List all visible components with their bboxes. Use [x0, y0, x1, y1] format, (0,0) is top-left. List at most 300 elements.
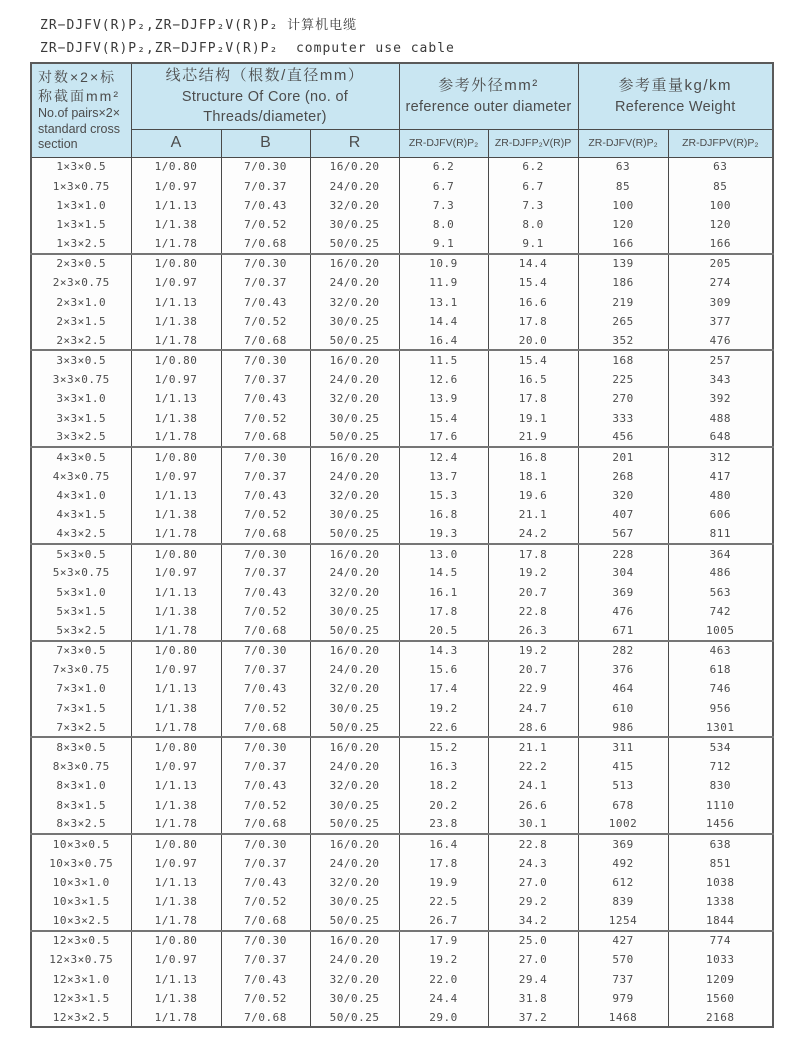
value-cell: 1/1.38 [131, 312, 221, 331]
value-cell: 1/1.13 [131, 969, 221, 988]
value-cell: 50/0.25 [310, 718, 399, 737]
header-subcol-dia2: ZR-DJFP₂V(R)P [488, 129, 578, 157]
row-label-cell: 10×3×0.5 [31, 834, 131, 853]
value-cell: 7/0.43 [221, 486, 310, 505]
value-cell: 1/1.78 [131, 1008, 221, 1027]
table-row [31, 157, 773, 176]
header-pairs-en-line2: standard cross [38, 121, 120, 136]
value-cell: 612 [578, 873, 668, 892]
value-cell: 17.8 [488, 389, 578, 408]
value-cell: 480 [668, 486, 773, 505]
value-cell: 7/0.43 [221, 292, 310, 311]
value-cell: 257 [668, 350, 773, 369]
row-label-cell: 12×3×0.75 [31, 950, 131, 969]
value-cell: 30/0.25 [310, 408, 399, 427]
value-cell: 1/1.38 [131, 602, 221, 621]
value-cell: 50/0.25 [310, 234, 399, 253]
row-label-cell: 1×3×1.0 [31, 196, 131, 215]
value-cell: 186 [578, 273, 668, 292]
value-cell: 1/0.97 [131, 853, 221, 872]
value-cell: 7/0.30 [221, 737, 310, 756]
value-cell: 1/1.78 [131, 718, 221, 737]
value-cell: 417 [668, 467, 773, 486]
value-cell: 37.2 [488, 1008, 578, 1027]
row-label-cell: 2×3×1.5 [31, 312, 131, 331]
value-cell: 14.4 [399, 312, 488, 331]
value-cell: 17.8 [488, 544, 578, 563]
row-label-cell: 7×3×0.75 [31, 660, 131, 679]
value-cell: 678 [578, 795, 668, 814]
page-title-zh: ZR−DJFV(R)P₂,ZR−DJFP₂V(R)P₂ 计算机电缆 [40, 18, 358, 33]
value-cell: 32/0.20 [310, 486, 399, 505]
value-cell: 1/1.38 [131, 795, 221, 814]
value-cell: 168 [578, 350, 668, 369]
value-cell: 30/0.25 [310, 989, 399, 1008]
value-cell: 27.0 [488, 950, 578, 969]
table-row [31, 312, 773, 331]
table-row [31, 699, 773, 718]
value-cell: 24/0.20 [310, 660, 399, 679]
value-cell: 1/0.97 [131, 176, 221, 195]
value-cell: 16/0.20 [310, 544, 399, 563]
value-cell: 29.2 [488, 892, 578, 911]
value-cell: 464 [578, 679, 668, 698]
table-row [31, 911, 773, 930]
value-cell: 32/0.20 [310, 776, 399, 795]
value-cell: 20.0 [488, 331, 578, 350]
value-cell: 7/0.37 [221, 273, 310, 292]
table-row [31, 486, 773, 505]
value-cell: 7.3 [488, 196, 578, 215]
header-pairs-en-line1: No.of pairs×2× [38, 106, 120, 120]
table-header [31, 63, 773, 157]
row-label-cell: 2×3×0.75 [31, 273, 131, 292]
table-row [31, 544, 773, 563]
spec-group [31, 157, 773, 254]
value-cell: 16.6 [488, 292, 578, 311]
value-cell: 7/0.37 [221, 660, 310, 679]
row-label-cell: 5×3×0.75 [31, 563, 131, 582]
page-title-en: ZR−DJFV(R)P₂,ZR−DJFP₂V(R)P₂ computer use cable [40, 41, 455, 56]
spec-group [31, 350, 773, 447]
value-cell: 16/0.20 [310, 834, 399, 853]
value-cell: 811 [668, 525, 773, 544]
header-weight-en: Reference Weight [615, 99, 736, 116]
value-cell: 6.7 [399, 176, 488, 195]
value-cell: 7/0.30 [221, 254, 310, 273]
value-cell: 7/0.52 [221, 408, 310, 427]
value-cell: 21.1 [488, 737, 578, 756]
value-cell: 16.5 [488, 370, 578, 389]
value-cell: 205 [668, 254, 773, 273]
table-row [31, 660, 773, 679]
value-cell: 24.2 [488, 525, 578, 544]
value-cell: 24/0.20 [310, 273, 399, 292]
value-cell: 26.6 [488, 795, 578, 814]
table-row [31, 931, 773, 950]
table-row [31, 621, 773, 640]
value-cell: 1/0.80 [131, 447, 221, 466]
value-cell: 17.6 [399, 428, 488, 447]
value-cell: 7/0.52 [221, 505, 310, 524]
table-row [31, 1008, 773, 1027]
value-cell: 427 [578, 931, 668, 950]
value-cell: 746 [668, 679, 773, 698]
table-row [31, 873, 773, 892]
value-cell: 476 [668, 331, 773, 350]
spec-group [31, 834, 773, 931]
table-row [31, 370, 773, 389]
table-row [31, 795, 773, 814]
value-cell: 14.4 [488, 254, 578, 273]
row-label-cell: 10×3×1.5 [31, 892, 131, 911]
value-cell: 219 [578, 292, 668, 311]
value-cell: 6.2 [488, 157, 578, 176]
value-cell: 7/0.68 [221, 621, 310, 640]
row-label-cell: 10×3×2.5 [31, 911, 131, 930]
spec-group [31, 931, 773, 1028]
value-cell: 16.1 [399, 583, 488, 602]
value-cell: 7/0.68 [221, 815, 310, 834]
value-cell: 1/1.13 [131, 292, 221, 311]
row-label-cell: 4×3×2.5 [31, 525, 131, 544]
value-cell: 12.6 [399, 370, 488, 389]
value-cell: 31.8 [488, 989, 578, 1008]
value-cell: 201 [578, 447, 668, 466]
value-cell: 22.9 [488, 679, 578, 698]
value-cell: 1/1.38 [131, 699, 221, 718]
value-cell: 1/1.38 [131, 505, 221, 524]
value-cell: 26.7 [399, 911, 488, 930]
row-label-cell: 4×3×1.0 [31, 486, 131, 505]
table-row [31, 583, 773, 602]
header-weight-group [578, 63, 773, 129]
header-subcol-wt1: ZR-DJFV(R)P₂ [578, 129, 668, 157]
value-cell: 14.3 [399, 641, 488, 660]
value-cell: 648 [668, 428, 773, 447]
value-cell: 18.2 [399, 776, 488, 795]
row-label-cell: 10×3×0.75 [31, 853, 131, 872]
value-cell: 1/1.38 [131, 215, 221, 234]
value-cell: 1/0.97 [131, 757, 221, 776]
value-cell: 100 [668, 196, 773, 215]
value-cell: 364 [668, 544, 773, 563]
value-cell: 570 [578, 950, 668, 969]
value-cell: 50/0.25 [310, 621, 399, 640]
value-cell: 1/0.97 [131, 467, 221, 486]
value-cell: 1/0.80 [131, 641, 221, 660]
value-cell: 1456 [668, 815, 773, 834]
value-cell: 30.1 [488, 815, 578, 834]
value-cell: 392 [668, 389, 773, 408]
value-cell: 7/0.30 [221, 641, 310, 660]
value-cell: 11.5 [399, 350, 488, 369]
value-cell: 270 [578, 389, 668, 408]
value-cell: 30/0.25 [310, 505, 399, 524]
table-row [31, 853, 773, 872]
value-cell: 17.4 [399, 679, 488, 698]
value-cell: 24/0.20 [310, 853, 399, 872]
value-cell: 139 [578, 254, 668, 273]
value-cell: 830 [668, 776, 773, 795]
row-label-cell: 5×3×0.5 [31, 544, 131, 563]
row-label-cell: 7×3×2.5 [31, 718, 131, 737]
value-cell: 228 [578, 544, 668, 563]
header-structure-en-line2: Threads/diameter) [203, 109, 327, 126]
value-cell: 274 [668, 273, 773, 292]
value-cell: 15.6 [399, 660, 488, 679]
value-cell: 742 [668, 602, 773, 621]
value-cell: 563 [668, 583, 773, 602]
table-row [31, 505, 773, 524]
value-cell: 19.3 [399, 525, 488, 544]
value-cell: 7/0.37 [221, 757, 310, 776]
value-cell: 376 [578, 660, 668, 679]
header-weight-zh: 参考重量kg/km [618, 77, 733, 95]
row-label-cell: 3×3×2.5 [31, 428, 131, 447]
table-row [31, 989, 773, 1008]
value-cell: 737 [578, 969, 668, 988]
table-row [31, 757, 773, 776]
value-cell: 7/0.52 [221, 602, 310, 621]
value-cell: 1/1.13 [131, 196, 221, 215]
value-cell: 1/0.97 [131, 660, 221, 679]
value-cell: 1/0.97 [131, 563, 221, 582]
value-cell: 19.9 [399, 873, 488, 892]
value-cell: 120 [578, 215, 668, 234]
value-cell: 7/0.52 [221, 795, 310, 814]
value-cell: 1/1.13 [131, 776, 221, 795]
value-cell: 7.3 [399, 196, 488, 215]
value-cell: 7/0.43 [221, 969, 310, 988]
value-cell: 16/0.20 [310, 254, 399, 273]
value-cell: 7/0.30 [221, 447, 310, 466]
value-cell: 9.1 [488, 234, 578, 253]
value-cell: 15.4 [399, 408, 488, 427]
row-label-cell: 2×3×0.5 [31, 254, 131, 273]
value-cell: 32/0.20 [310, 196, 399, 215]
row-label-cell: 1×3×0.5 [31, 157, 131, 176]
value-cell: 24/0.20 [310, 563, 399, 582]
value-cell: 352 [578, 331, 668, 350]
value-cell: 839 [578, 892, 668, 911]
table-row [31, 292, 773, 311]
value-cell: 1338 [668, 892, 773, 911]
value-cell: 24.1 [488, 776, 578, 795]
row-label-cell: 12×3×0.5 [31, 931, 131, 950]
value-cell: 7/0.68 [221, 331, 310, 350]
value-cell: 16/0.20 [310, 737, 399, 756]
value-cell: 7/0.37 [221, 176, 310, 195]
row-label-cell: 7×3×0.5 [31, 641, 131, 660]
value-cell: 15.4 [488, 350, 578, 369]
value-cell: 50/0.25 [310, 1008, 399, 1027]
value-cell: 7/0.37 [221, 563, 310, 582]
header-pairs-zh-line1: 对数×2×标 [38, 69, 117, 85]
value-cell: 7/0.43 [221, 196, 310, 215]
value-cell: 25.0 [488, 931, 578, 950]
value-cell: 16.4 [399, 331, 488, 350]
value-cell: 16.4 [399, 834, 488, 853]
value-cell: 1002 [578, 815, 668, 834]
value-cell: 282 [578, 641, 668, 660]
value-cell: 20.7 [488, 660, 578, 679]
row-label-cell: 2×3×2.5 [31, 331, 131, 350]
value-cell: 1/0.80 [131, 157, 221, 176]
table-row [31, 737, 773, 756]
value-cell: 19.2 [399, 950, 488, 969]
value-cell: 1/1.13 [131, 873, 221, 892]
header-diameter-group [399, 63, 578, 129]
table-row [31, 776, 773, 795]
row-label-cell: 1×3×2.5 [31, 234, 131, 253]
value-cell: 100 [578, 196, 668, 215]
table-row [31, 718, 773, 737]
spec-group [31, 254, 773, 351]
header-diameter-zh: 参考外径mm² [438, 77, 539, 95]
row-label-cell: 8×3×1.0 [31, 776, 131, 795]
value-cell: 15.3 [399, 486, 488, 505]
row-label-cell: 4×3×1.5 [31, 505, 131, 524]
value-cell: 32/0.20 [310, 679, 399, 698]
value-cell: 1/0.80 [131, 834, 221, 853]
value-cell: 22.8 [488, 602, 578, 621]
row-label-cell: 1×3×1.5 [31, 215, 131, 234]
value-cell: 7/0.68 [221, 718, 310, 737]
value-cell: 19.6 [488, 486, 578, 505]
value-cell: 24/0.20 [310, 370, 399, 389]
table-row [31, 331, 773, 350]
value-cell: 19.1 [488, 408, 578, 427]
value-cell: 7/0.37 [221, 950, 310, 969]
value-cell: 17.8 [488, 312, 578, 331]
header-structure-zh: 线芯结构（根数/直径mm） [165, 67, 365, 85]
value-cell: 7/0.68 [221, 428, 310, 447]
value-cell: 24/0.20 [310, 176, 399, 195]
row-label-cell: 7×3×1.0 [31, 679, 131, 698]
value-cell: 1/1.78 [131, 331, 221, 350]
value-cell: 1110 [668, 795, 773, 814]
value-cell: 774 [668, 931, 773, 950]
value-cell: 7/0.68 [221, 911, 310, 930]
value-cell: 7/0.43 [221, 389, 310, 408]
value-cell: 671 [578, 621, 668, 640]
table-row [31, 176, 773, 195]
header-structure-en-line1: Structure Of Core (no. of [181, 89, 349, 106]
table-row [31, 467, 773, 486]
value-cell: 1/1.13 [131, 389, 221, 408]
value-cell: 610 [578, 699, 668, 718]
value-cell: 16/0.20 [310, 641, 399, 660]
value-cell: 1/1.13 [131, 679, 221, 698]
spec-group [31, 737, 773, 834]
table-row [31, 969, 773, 988]
value-cell: 9.1 [399, 234, 488, 253]
table-row [31, 602, 773, 621]
value-cell: 1/1.13 [131, 486, 221, 505]
value-cell: 24/0.20 [310, 757, 399, 776]
value-cell: 22.5 [399, 892, 488, 911]
value-cell: 34.2 [488, 911, 578, 930]
value-cell: 7/0.37 [221, 467, 310, 486]
header-pairs-column [31, 63, 131, 157]
value-cell: 16/0.20 [310, 350, 399, 369]
value-cell: 1005 [668, 621, 773, 640]
value-cell: 567 [578, 525, 668, 544]
value-cell: 1468 [578, 1008, 668, 1027]
table-row [31, 834, 773, 853]
value-cell: 16/0.20 [310, 447, 399, 466]
value-cell: 7/0.52 [221, 312, 310, 331]
header-subcol-dia1: ZR-DJFV(R)P₂ [399, 129, 488, 157]
value-cell: 312 [668, 447, 773, 466]
value-cell: 30/0.25 [310, 892, 399, 911]
value-cell: 1/0.80 [131, 544, 221, 563]
value-cell: 304 [578, 563, 668, 582]
table-row [31, 679, 773, 698]
value-cell: 1/0.80 [131, 350, 221, 369]
value-cell: 29.4 [488, 969, 578, 988]
value-cell: 30/0.25 [310, 215, 399, 234]
value-cell: 1/1.78 [131, 428, 221, 447]
value-cell: 16.3 [399, 757, 488, 776]
value-cell: 16.8 [488, 447, 578, 466]
table-row [31, 196, 773, 215]
table-row [31, 254, 773, 273]
row-label-cell: 7×3×1.5 [31, 699, 131, 718]
table-row [31, 563, 773, 582]
value-cell: 225 [578, 370, 668, 389]
value-cell: 16/0.20 [310, 157, 399, 176]
value-cell: 488 [668, 408, 773, 427]
value-cell: 7/0.30 [221, 834, 310, 853]
value-cell: 6.7 [488, 176, 578, 195]
value-cell: 15.4 [488, 273, 578, 292]
value-cell: 7/0.43 [221, 873, 310, 892]
value-cell: 166 [578, 234, 668, 253]
row-label-cell: 1×3×0.75 [31, 176, 131, 195]
value-cell: 20.7 [488, 583, 578, 602]
value-cell: 19.2 [488, 641, 578, 660]
value-cell: 1/0.97 [131, 950, 221, 969]
value-cell: 979 [578, 989, 668, 1008]
value-cell: 1/1.13 [131, 583, 221, 602]
value-cell: 30/0.25 [310, 795, 399, 814]
value-cell: 1/1.78 [131, 815, 221, 834]
value-cell: 8.0 [488, 215, 578, 234]
value-cell: 1844 [668, 911, 773, 930]
table-row [31, 234, 773, 253]
header-pairs-zh-line2: 称截面mm² [38, 88, 120, 104]
value-cell: 10.9 [399, 254, 488, 273]
value-cell: 6.2 [399, 157, 488, 176]
row-label-cell: 12×3×2.5 [31, 1008, 131, 1027]
value-cell: 513 [578, 776, 668, 795]
value-cell: 17.8 [399, 853, 488, 872]
row-label-cell: 5×3×1.5 [31, 602, 131, 621]
value-cell: 1/0.80 [131, 737, 221, 756]
table-row [31, 815, 773, 834]
value-cell: 26.3 [488, 621, 578, 640]
value-cell: 606 [668, 505, 773, 524]
value-cell: 268 [578, 467, 668, 486]
value-cell: 486 [668, 563, 773, 582]
page-titles [40, 14, 455, 60]
header-subcol-a: A [131, 129, 221, 157]
value-cell: 28.6 [488, 718, 578, 737]
value-cell: 369 [578, 834, 668, 853]
value-cell: 30/0.25 [310, 699, 399, 718]
